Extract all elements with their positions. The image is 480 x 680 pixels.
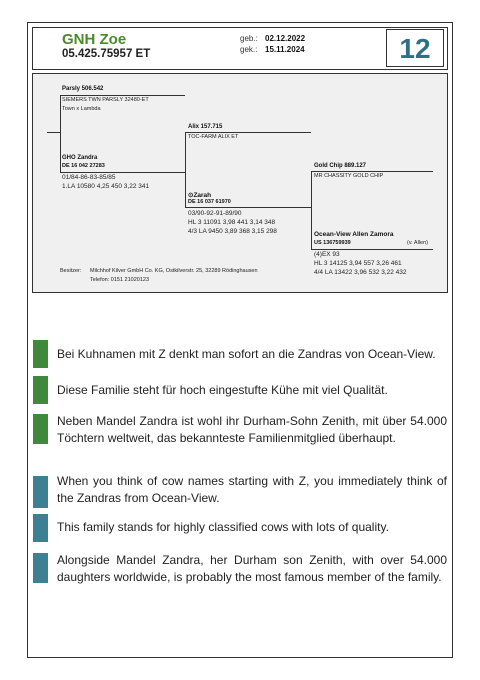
green-bullet-3	[33, 414, 48, 444]
born-label: geb.:	[240, 34, 258, 43]
dam-perf-1: HL 3 11091 3,98 441 3,14 348	[188, 219, 276, 226]
sd-classification: 01/84-86-83-85/85	[62, 174, 116, 181]
german-text-1: Bei Kuhnamen mit Z denkt man sofort an die Zandras von Ocean-View.	[57, 347, 436, 361]
ds-branch-line	[311, 171, 312, 249]
owner-phone: Telefon: 0151 21020123	[90, 277, 150, 283]
german-text-3: Neben Mandel Zandra ist wohl ihr Durham-Sohn Zenith, mit über 54.000 Töchtern weltweit, das bekannteste Familienmitglied überhaupt.	[57, 414, 447, 445]
sire-line-text: TOC-FARM ALIX ET	[188, 134, 239, 140]
sire-branch-line	[60, 95, 61, 173]
owner-label: Besitzer:	[60, 268, 82, 274]
dam-name: ⊙Zarah	[188, 192, 212, 199]
calved-date: 15.11.2024	[265, 45, 305, 54]
sd-line	[60, 172, 185, 173]
dd-perf-2: 4/4 LA 13422 3,96 532 3,22 432	[314, 269, 407, 276]
pedigree-box	[32, 73, 448, 293]
sire-name: Alix 157.715	[188, 124, 223, 130]
sd-name: GHO Zandra	[62, 155, 98, 161]
dd-name: Ocean-View Allen Zamora	[314, 231, 394, 238]
dd-id: US 136759939	[314, 240, 351, 246]
calved-label: gek.:	[240, 45, 258, 54]
cow-id: 05.425.75957 ET	[62, 48, 151, 60]
ss-sub: Town x Lambda	[62, 106, 101, 112]
owner-text: Milchhof Kilver GmbH Co. KG, Ostkilverstr. 25, 32289 Rödinghausen	[90, 268, 258, 274]
dd-perf-1: HL 3 14125 3,94 557 3,26 461	[314, 260, 402, 267]
ss-line-text: SIEMERS TWN PARSLY 32480-ET	[62, 97, 149, 103]
german-text-2: Diese Familie steht für hoch eingestufte Kühe mit viel Qualität.	[57, 383, 388, 397]
ds-line-text: MR CHASSITY GOLD CHIP	[314, 173, 384, 179]
ds-name: Gold Chip 889.127	[314, 163, 367, 169]
dam-branch-line	[185, 132, 186, 207]
english-text-2: This family stands for highly classified cows with lots of quality.	[57, 520, 389, 534]
dd-classification: (4)EX 93	[314, 251, 340, 258]
ss-name: Parsly 506.542	[62, 86, 104, 92]
dam-line	[185, 207, 311, 208]
dd-sire-note: (v. Allen)	[407, 240, 428, 246]
dam-perf-2: 4/3 LA 9450 3,89 368 3,15 298	[188, 228, 277, 235]
sire-line	[185, 132, 311, 133]
header-box	[32, 27, 448, 70]
ss-line	[60, 95, 185, 96]
blue-bullet-2	[33, 514, 48, 542]
english-text-1: When you think of cow names starting with Z, you immediately think of the Zandras from Ocean-View.	[57, 474, 447, 505]
dam-classification: 03/90-92-91-89/90	[188, 210, 242, 217]
blue-bullet-1	[33, 476, 48, 508]
dam-id: DE 16 037 61970	[188, 199, 231, 205]
green-bullet-1	[33, 340, 48, 368]
cow-name: GNH Zoe	[62, 31, 127, 48]
english-text-3: Alongside Mandel Zandra, her Durham son Zenith, with over 54.000 daughters worldwide, is probably the most famous member of the family.	[57, 553, 447, 584]
dd-line	[311, 249, 433, 250]
blue-bullet-3	[33, 553, 48, 583]
sd-perf: 1.LA 10580 4,25 450 3,22 341	[62, 183, 150, 190]
ds-line	[311, 171, 433, 172]
born-date: 02.12.2022	[265, 34, 306, 43]
root-line	[47, 132, 61, 133]
green-bullet-2	[33, 376, 48, 404]
sd-id: DE 16 042 27283	[62, 163, 105, 169]
catalog-number: 12	[386, 29, 444, 67]
